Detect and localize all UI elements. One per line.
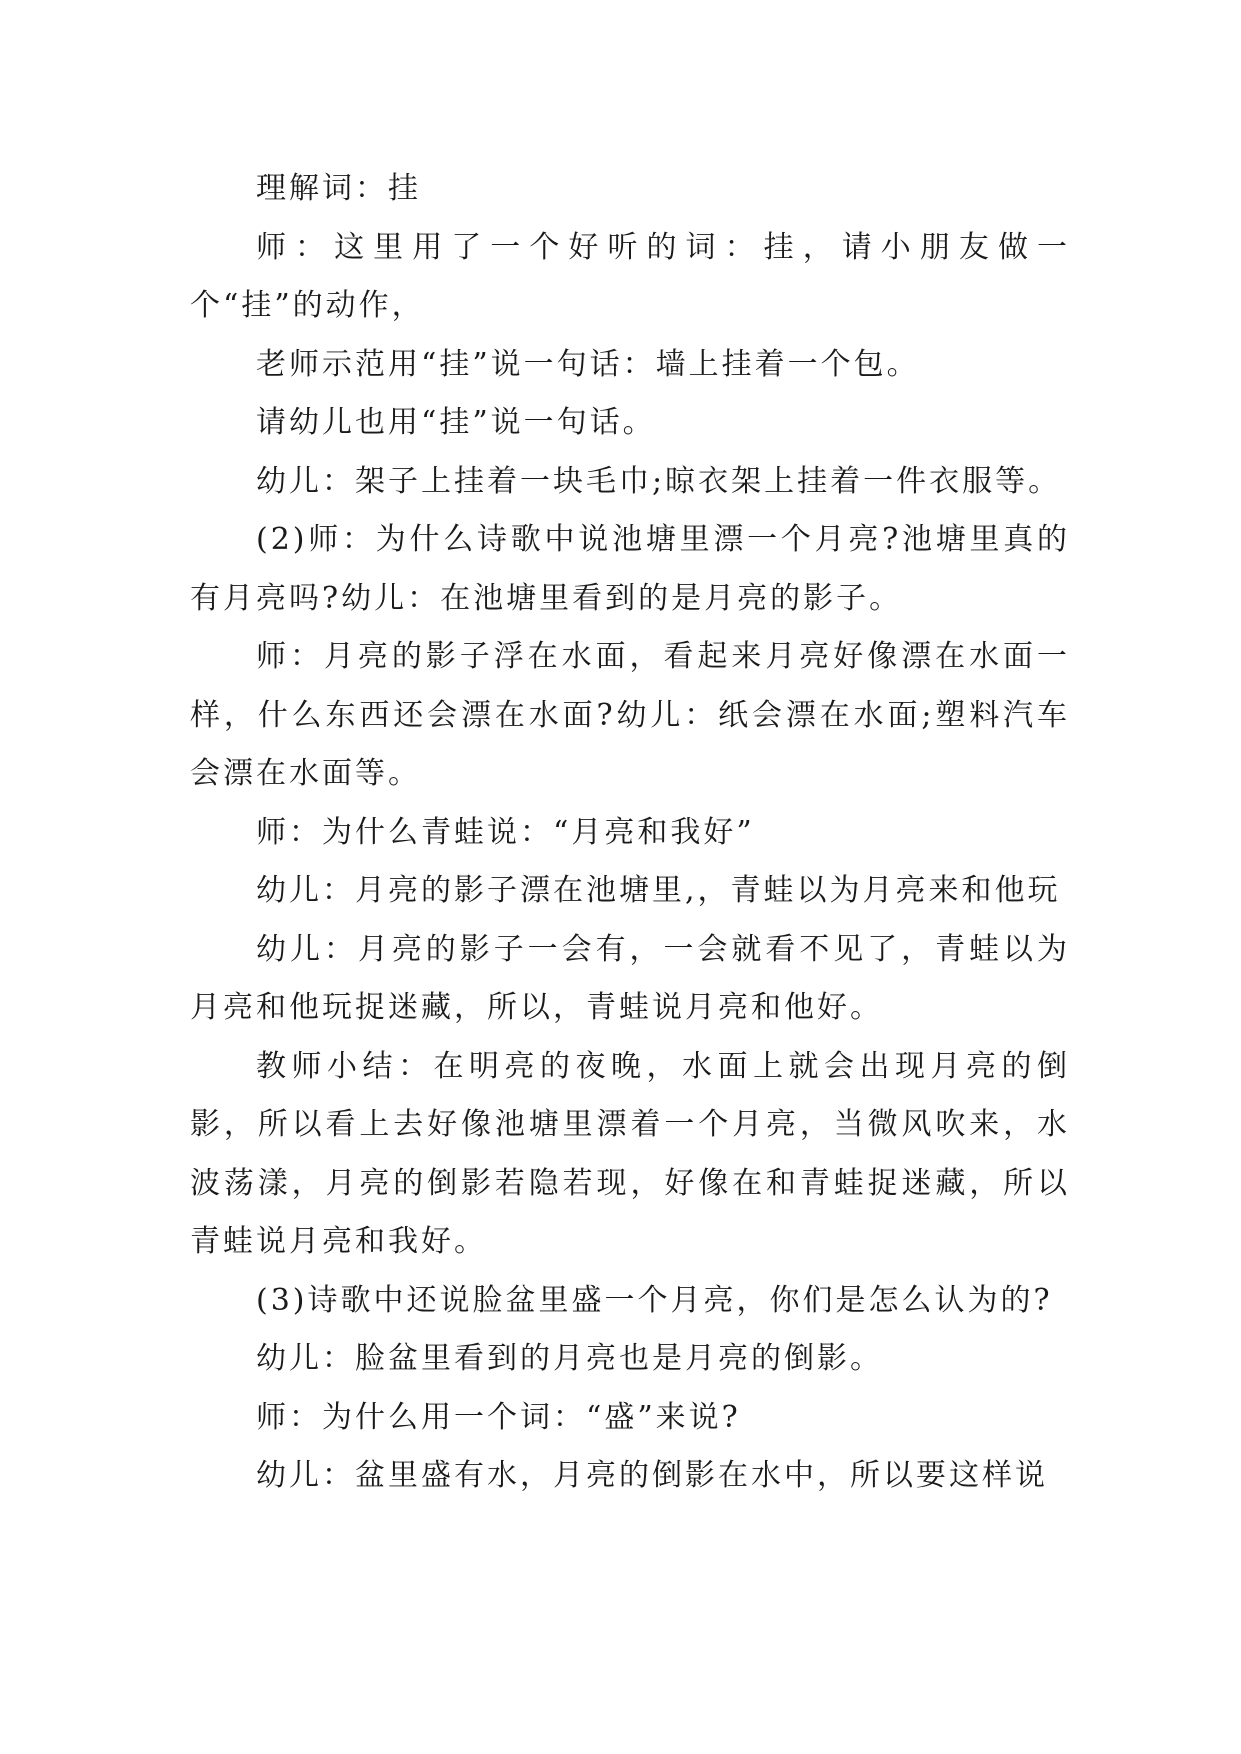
paragraph-children-water: 幼儿：盆里盛有水，月亮的倒影在水中，所以要这样说	[256, 1458, 1048, 1493]
paragraph-teacher-demo: 老师示范用“挂”说一句话：墙上挂着一个包。	[256, 346, 920, 382]
paragraph-understand-word: 理解词：挂	[256, 171, 421, 206]
paragraph-teacher-frog: 师：为什么青蛙说：“月亮和我好”	[256, 814, 755, 850]
paragraph-children-frog-2: 幼儿：月亮的影子一会有，一会就看不见了，青蛙以为月亮和他玩捉迷藏，所以，青蛙说月亮和他好。	[190, 931, 1070, 1025]
paragraph-question-3: (3)诗歌中还说脸盆里盛一个月亮，你们是怎么认为的?	[256, 1282, 1053, 1318]
paragraph-children-basin: 幼儿：脸盆里看到的月亮也是月亮的倒影。	[256, 1341, 883, 1376]
paragraph-children-frog-1: 幼儿：月亮的影子漂在池塘里,，青蛙以为月亮来和他玩	[256, 873, 1061, 908]
document-page	[190, 160, 1070, 1506]
paragraph-question-2: (2)师：为什么诗歌中说池塘里漂一个月亮?池塘里真的有月亮吗?幼儿：在池塘里看到的是月亮的影子。	[190, 522, 1070, 616]
paragraph-teacher-float: 师：月亮的影子浮在水面，看起来月亮好像漂在水面一样，什么东西还会漂在水面?幼儿：纸会漂在水面;塑料汽车会漂在水面等。	[190, 639, 1070, 791]
paragraph-children-sentence: 请幼儿也用“挂”说一句话。	[256, 405, 656, 440]
paragraph-teacher-hang-word: 师：这里用了一个好听的词：挂，请小朋友做一个“挂”的动作，	[190, 229, 1070, 323]
paragraph-children-examples: 幼儿：架子上挂着一块毛巾;晾衣架上挂着一件衣服等。	[256, 463, 1062, 499]
paragraph-teacher-summary: 教师小结：在明亮的夜晚，水面上就会出现月亮的倒影，所以看上去好像池塘里漂着一个月亮，当微风吹来，水波荡漾，月亮的倒影若隐若现，好像在和青蛙捉迷藏，所以青蛙说月亮和我好。	[190, 1048, 1070, 1259]
paragraph-teacher-sheng: 师：为什么用一个词：“盛”来说?	[256, 1399, 741, 1435]
